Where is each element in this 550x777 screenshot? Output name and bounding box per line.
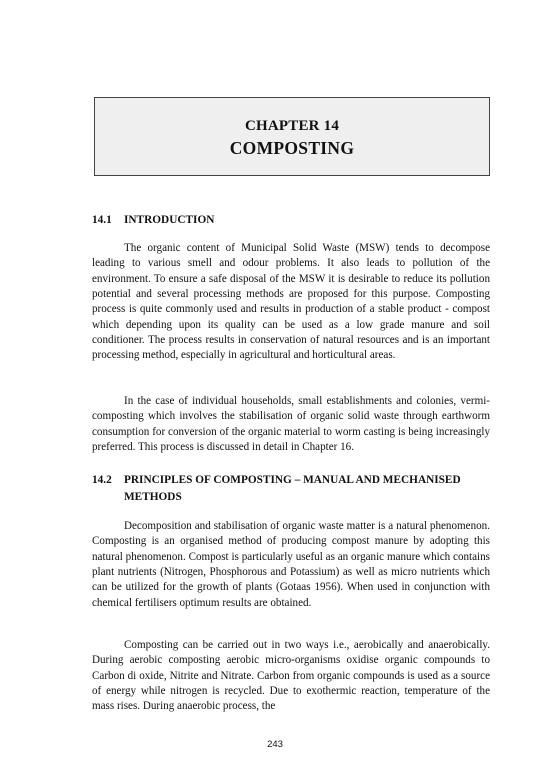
chapter-title-box xyxy=(94,97,490,176)
section-title: PRINCIPLES OF COMPOSTING – MANUAL AND MECHANISED xyxy=(124,474,461,486)
section-heading-14-1 xyxy=(92,214,214,226)
paragraph: The organic content of Municipal Solid Waste (MSW) tends to decompose leading to various smell and odour problems. It also leads to pollution of the environment. To ensure a safe disposal of the MSW it is desirable to reduce its pollution potential and several processing methods are proposed for this purpose. Composting process is quite commonly used and results in production of a stable product - compost which depending upon its quality can be used as a low grade manure and soil conditioner. The process results in conservation of natural resources and is an important processing method, especially in agricultural and horticultural areas. xyxy=(92,242,490,362)
paragraph: In the case of individual households, small establishments and colonies, vermi-composting which involves the stabilisation of organic solid waste through earthworm consumption for conversion of the organic material to worm casting is being increasingly preferred. This process is discussed in detail in Chapter 16. xyxy=(92,395,490,454)
section-number: 14.1 xyxy=(92,214,112,226)
chapter-title: COMPOSTING xyxy=(229,138,355,158)
paragraph: Decomposition and stabilisation of organic waste matter is a natural phenomenon. Composting is an organised method of producing compost manure by adopting this natural phenomenon. Compost is particularly useful as an organic manure which contains plant nutrients (Nitrogen, Phosphorous and Potassium) as well as micro nutrients which can be utilized for the growth of plants (Gotaas 1956). When used in conjunction with chemical fertilisers optimum results are obtained. xyxy=(92,520,490,609)
section-title-continued: METHODS xyxy=(124,490,182,503)
section-heading-14-2 xyxy=(92,472,490,505)
page-number: 243 xyxy=(267,739,283,750)
chapter-label: CHAPTER 14 xyxy=(244,118,340,134)
section-title: INTRODUCTION xyxy=(124,214,215,226)
paragraph: Composting can be carried out in two ways i.e., aerobically and anaerobically. During aerobic composting aerobic micro-organisms oxidise organic compounds to Carbon di oxide, Nitrite and Nitrate. Carbon from organic compounds is used as a source of energy while nitrogen is recycled. Due to exothermic reaction, temperature of the mass rises. During anaerobic process, the xyxy=(92,639,490,713)
section-number: 14.2 xyxy=(92,474,112,486)
